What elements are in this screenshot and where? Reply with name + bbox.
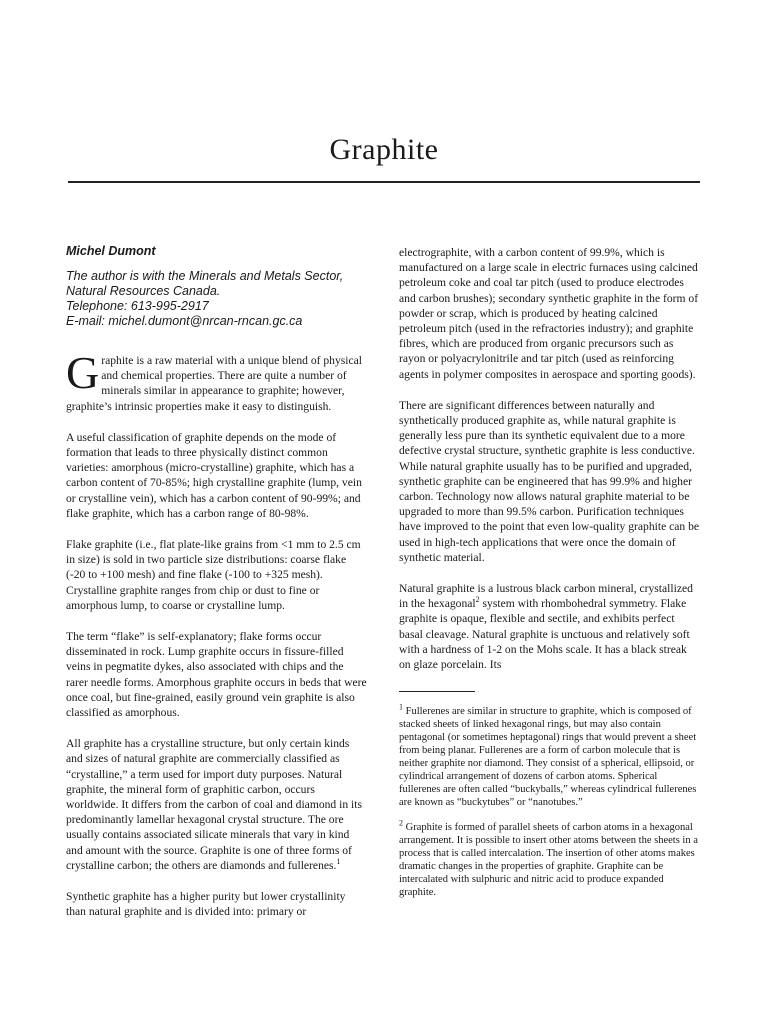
paragraph-synthetic: Synthetic graphite has a higher purity but lower crystallinity than natural graphite and is divided into: primary or (66, 890, 346, 919)
paragraph-natural-graphite (399, 581, 701, 672)
paragraph-flake: Flake graphite (i.e., flat plate-like grains from <1 mm to 2.5 cm in size) is sold in two particle size distributions: coarse flake (-20 to +100 mesh) and fine flake (-100 to +325 mesh). Crystalline graphite ranges from chip or dust to fine or amorphous lump, to coarse or crystalline lump. (66, 538, 361, 612)
paragraph-classification: A useful classification of graphite depends on the mode of formation that leads to three physically distinct common varieties: amorphous (micro-crystalline) graphite, which has a carbon content of 70-85%; high crystalline graphite (lump, vein or crystalline vein), which has a carbon content of 90-99%; and flake graphite, which has a carbon range of 80-98%. (66, 430, 362, 520)
footnote-1 (399, 702, 701, 809)
paragraph-natural-b: system with rhombohedral symmetry. Flake graphite is opaque, flexible and sectile, and exhibits perfect basal cleavage. Natural graphite is unctuous and relatively soft with a hardness of 1-2 on the Mohs scale. It has a black streak on glaze porcelain. Its (399, 597, 690, 672)
footnote-ref-2[interactable]: 2 (475, 595, 480, 605)
author-affiliation (66, 269, 368, 329)
paragraph-intro (66, 347, 368, 414)
footnote-ref-1[interactable]: 1 (336, 857, 341, 867)
author-telephone: Telephone: 613-995-2917 (66, 299, 209, 313)
paragraph-natural-a: Natural graphite is a lustrous black carbon mineral, crystallized in the hexagonal (399, 582, 693, 611)
affiliation-line-2: Natural Resources Canada. (66, 284, 221, 298)
footnote-divider (399, 691, 475, 692)
drop-cap: G (66, 347, 100, 398)
right-column (399, 245, 701, 911)
title-divider (68, 181, 700, 183)
paragraph-crystalline-text: All graphite has a crystalline structure, but only certain kinds and sizes of natural graphite are commercially classified as “crystalline,” a term used for import duty purposes. Natural graphite, the mineral form of graphitic carbon, occurs worldwide. It differs from the carbon of coal and diamond in its predominantly lamellar hexagonal crystal structure. The ore usually contains associated silicate minerals that vary in kind and amount with the source. Graphite is one of three forms of crystalline carbon; the others are diamonds and fullerenes. (66, 737, 362, 872)
affiliation-line-1: The author is with the Minerals and Metals Sector, (66, 269, 344, 283)
footnote-2-text: Graphite is formed of parallel sheets of carbon atoms in a hexagonal arrangement. It is possible to insert other atoms between the sheets in a process that is called intercalation. The insertion of other atoms makes dramatic changes in the properties of graphite. Graphite can be intercalated with sulphuric and nitric acid to produce expanded graphite. (399, 822, 698, 899)
paragraph-electrographite: electrographite, with a carbon content of 99.9%, which is manufactured on a large scale in electric furnaces using calcined petroleum coke and coal tar pitch (used to produce electrodes and carbon brushes); secondary synthetic graphite in the form of powder or scrap, which is produced by heating calcined petroleum pitch (used in the refractories industry); and graphite fibres, which are produced from organic precursors such as rayon or polyacrylonitrile and tar pitch (used as reinforcing agents in polymer composites in aerospace and sporting goods). (399, 246, 699, 381)
paragraph-intro-text: raphite is a raw material with a unique blend of physical and chemical properties. There are quite a number of minerals similar in appearance to graphite; however, graphite’s intrinsic properties make it easy to distinguish. (66, 354, 363, 413)
paragraph-differences: There are significant differences between naturally and synthetically produced graphite as, while natural graphite is generally less pure than its synthetic equivalent due to a more defective crystal structure, synthetic graphite is less conductive. While natural graphite usually has to be purified and upgraded, synthetic graphite can be engineered that has 99.9% and higher carbon. Technology now allows natural graphite material to be upgraded to more than 99.5% carbon. Purification techniques have improved to the point that even low-quality graphite can be used in high-tech applications that were once the domain of synthetic material. (399, 398, 700, 564)
page-title: Graphite (329, 133, 439, 166)
footnote-2 (399, 818, 701, 899)
paragraph-term-flake: The term “flake” is self-explanatory; flake forms occur disseminated in rock. Lump graphite occurs in fissure-filled veins in pegmatite dykes, also associated with chips and the rarer needle forms. Amorphous graphite occurs in beds that were once coal, but fine-grained, easily ground vein graphite is also classified as amorphous. (66, 630, 367, 720)
author-block (66, 244, 368, 329)
paragraph-crystalline (66, 736, 368, 873)
author-name: Michel Dumont (66, 244, 156, 258)
footnote-2-mark: 2 (399, 818, 403, 828)
footnote-1-text: Fullerenes are similar in structure to graphite, which is composed of stacked sheets of linked hexagonal rings, but may also contain pentagonal (or sometimes heptagonal) rings that would prevent a sheet from being planar. Fullerenes are a form of carbon molecule that is neither graphite nor diamond. They consist of a spherical, ellipsoid, or cylindrical arrangement of dozens of carbon atoms. Spherical fullerenes are often called “buckyballs,” whereas cylindrical fullerenes are known as “buckytubes” or “nanotubes.” (399, 706, 697, 809)
left-column (66, 244, 368, 936)
author-email[interactable]: E-mail: michel.dumont@nrcan-rncan.gc.ca (66, 314, 303, 328)
footnote-1-mark: 1 (399, 702, 403, 712)
